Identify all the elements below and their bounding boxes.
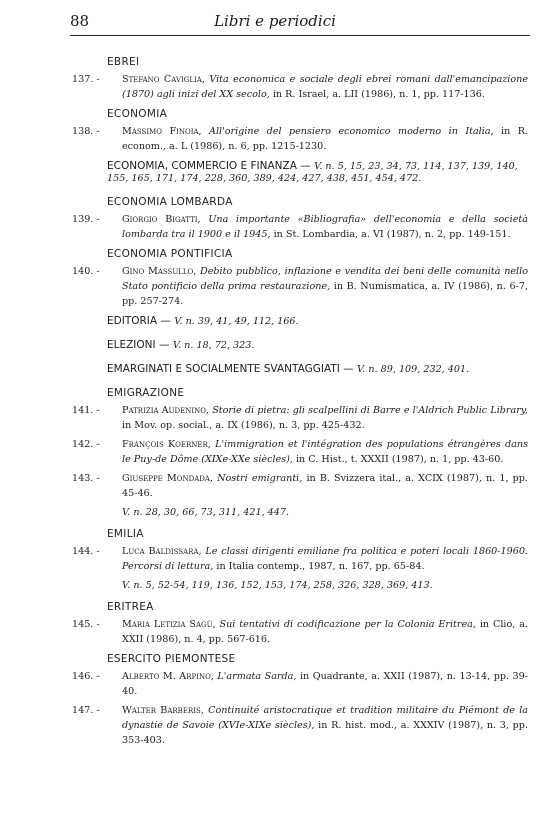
entry-source: in St. Lombardia, a. VI (1987), n. 2, pp. 149-151. xyxy=(273,229,511,240)
xref-editoria xyxy=(107,315,528,327)
entry-source: in R. econom., a. L (1986), n. 6, pp. 1215-1230. xyxy=(122,126,528,152)
entry-number: 137. - xyxy=(72,74,100,85)
section-heading-econ-lombarda: ECONOMIA LOMBARDA xyxy=(107,196,233,208)
entry-title: L'armata Sarda, xyxy=(217,671,297,682)
entry-number: 147. - xyxy=(72,705,100,716)
entry-number: 139. - xyxy=(72,214,100,225)
entry-147 xyxy=(72,703,528,748)
entry-source: in B. Numismatica, a. IV (1986), n. 6-7, pp. 257-274. xyxy=(122,281,529,307)
entry-author: Maria Letizia Sagù, xyxy=(122,619,216,630)
section-heading-econ-pontificia: ECONOMIA PONTIFICIA xyxy=(107,248,233,260)
entry-source: in C. Hist., t. XXXII (1987), n. 1, pp. 43-60. xyxy=(295,454,504,465)
entry-title: Continuité aristocratique et tradition militaire du Piémont de la dynastie de Savoie (XVIe-XIXe siècles), xyxy=(122,705,528,731)
section-heading-emilia: EMILIA xyxy=(107,528,144,540)
entry-author: Stefano Caviglia, xyxy=(122,74,205,85)
entry-source: in B. Svizzera ital., a. XCIX (1987), n. 1, pp. 45-46. xyxy=(122,473,528,499)
entry-author: Giuseppe Mondada, xyxy=(122,473,213,484)
entry-number: 142. - xyxy=(72,439,100,450)
cross-references: V. n. 89, 109, 232, 401. xyxy=(357,364,470,375)
entry-title: Sui tentativi di codificazione per la Colonia Eritrea, xyxy=(219,619,476,630)
entry-number: 144. - xyxy=(72,546,100,557)
section-heading-eritrea: ERITREA xyxy=(107,601,154,613)
entry-number: 141. - xyxy=(72,405,100,416)
xref-economia-commercio xyxy=(107,160,528,184)
entry-source: in Clio, a. XXII (1986), n. 4, pp. 567-616. xyxy=(122,619,528,645)
entry-number: 138. - xyxy=(72,126,100,137)
entry-source: in Mov. op. social., a. IX (1986), n. 3, pp. 425-432. xyxy=(122,420,365,431)
entry-138 xyxy=(72,124,528,154)
entry-number: 143. - xyxy=(72,473,100,484)
section-heading-elezioni: ELEZIONI — xyxy=(107,339,170,351)
section-heading-esercito: ESERCITO PIEMONTESE xyxy=(107,653,236,665)
entry-title: L'immigration et l'intégration des populations étrangères dans le Puy-de Dôme (XIXe-XXe siècles), xyxy=(122,439,528,465)
entry-author: Gino Massullo, xyxy=(122,266,197,277)
entry-author: Luca Baldissara, xyxy=(122,546,202,557)
page-number: 88 xyxy=(70,12,90,30)
bibliography-content xyxy=(72,50,528,752)
entry-source: in Italia contemp., 1987, n. 167, pp. 65-84. xyxy=(216,561,425,572)
entry-author: François Koerner, xyxy=(122,439,211,450)
section-heading-ebrei: EBREI xyxy=(107,56,140,68)
section-heading-editoria: EDITORIA — xyxy=(107,315,171,327)
running-title: Libri e periodici xyxy=(214,12,336,30)
header-rule xyxy=(70,35,530,36)
entry-145 xyxy=(72,617,528,647)
entry-title: Vita economica e sociale degli ebrei romani dall'emancipazione (1870) agli inizi del XX secolo, xyxy=(122,74,528,100)
xref-emarginati xyxy=(107,363,528,375)
entry-139 xyxy=(72,212,528,242)
entry-author: Giorgio Bigatti, xyxy=(122,214,201,225)
section-heading-emigrazione: EMIGRAZIONE xyxy=(107,387,185,399)
entry-title: Una importante «Bibliografia» dell'economia e della società lombarda tra il 1900 e il 1945, xyxy=(122,214,528,240)
entry-number: 145. - xyxy=(72,619,100,630)
entry-title: Storie di pietra: gli scalpellini di Barre e l'Aldrich Public Library, xyxy=(212,405,528,416)
entry-140 xyxy=(72,264,528,309)
entry-author: Patrizia Audenino, xyxy=(122,405,210,416)
entry-source: in R. Israel, a. LII (1986), n. 1, pp. 117-136. xyxy=(272,89,485,100)
entry-author: Massimo Finoia, xyxy=(122,126,202,137)
entry-number: 146. - xyxy=(72,671,100,682)
entry-source: in Quadrante, a. XXII (1987), n. 13-14, pp. 39-40. xyxy=(122,671,529,697)
cross-references: V. n. 5, 15, 23, 34, 73, 114, 137, 139, 140, 155, 165, 171, 174, 228, 360, 389, 424, 427, 438, 451, 454, 472. xyxy=(107,161,518,184)
entry-137 xyxy=(72,72,528,102)
entry-146 xyxy=(72,669,528,699)
cross-references: V. n. 28, 30, 66, 73, 311, 421, 447. xyxy=(122,507,290,518)
entry-title: Debito pubblico, inflazione e vendita dei beni delle comunità nello Stato pontificio della prima restaurazione, xyxy=(122,266,528,292)
entry-author: Walter Barberis, xyxy=(122,705,204,716)
entry-142 xyxy=(72,437,528,467)
entry-author: Alberto M. Arpino, xyxy=(122,671,214,682)
cross-references: V. n. 5, 52-54, 119, 136, 152, 153, 174, 258, 326, 328, 369, 413. xyxy=(122,580,433,591)
entry-number: 140. - xyxy=(72,266,100,277)
section-heading-emarginati: EMARGINATI E SOCIALMENTE SVANTAGGIATI — xyxy=(107,363,354,375)
entry-source: in R. hist. mod., a. XXXIV (1987), n. 3, pp. 353-403. xyxy=(122,720,528,746)
cross-references: V. n. 39, 41, 49, 112, 166. xyxy=(174,316,299,327)
entry-144 xyxy=(72,544,528,574)
entry-title: Le classi dirigenti emiliane fra politica e poteri locali 1860-1960. Percorsi di lettura, xyxy=(122,546,528,572)
cross-references: V. n. 18, 72, 323. xyxy=(172,340,255,351)
xref-elezioni xyxy=(107,339,528,351)
section-heading-economia: ECONOMIA xyxy=(107,108,168,120)
entry-141 xyxy=(72,403,528,433)
entry-143 xyxy=(72,471,528,501)
entry-title: All'origine del pensiero economico moderno in Italia, xyxy=(209,126,494,137)
entry-title: Nostri emigranti, xyxy=(217,473,303,484)
section-heading-econ-comm: ECONOMIA, COMMERCIO E FINANZA — xyxy=(107,160,311,172)
